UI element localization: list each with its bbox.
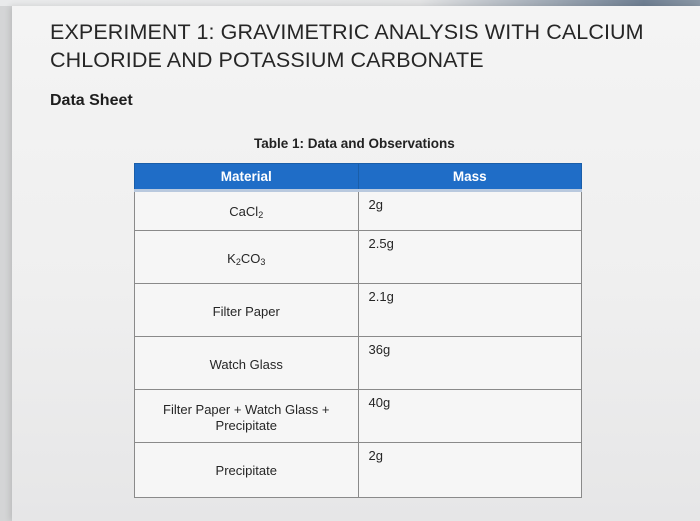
material-cell [135,284,359,337]
subscript: 2 [235,257,241,267]
table-row [135,337,582,390]
document-title: EXPERIMENT 1: GRAVIMETRIC ANALYSIS WITH CALCIUM CHLORIDE AND POTASSIUM CARBONATE [50,20,644,72]
mass-cell: 36g [358,337,582,390]
table-header-row [135,164,582,191]
material-cell [135,191,359,231]
material-text: K [227,251,236,266]
mass-cell: 40g [358,390,582,443]
material-cell [135,337,359,390]
subscript: 3 [260,257,266,267]
table-row [135,284,582,337]
material-cell [135,390,359,443]
table-row [135,443,582,498]
table-row [135,191,582,231]
table-row [135,390,582,443]
material-text: CaCl [229,204,259,219]
material-cell [135,443,359,498]
material-label [135,231,358,267]
table-row [135,231,582,284]
material-label-line2: Precipitate [215,418,277,433]
column-header-mass: Mass [358,164,582,191]
material-text: CO [240,251,261,266]
material-label-line1: Filter Paper + Watch Glass + [163,402,330,417]
document-page [12,6,700,521]
mass-cell: 2.5g [358,231,582,284]
table-caption: Table 1: Data and Observations [254,136,455,151]
mass-cell: 2g [358,443,582,498]
subscript: 2 [258,210,264,220]
column-header-material: Material [135,164,359,191]
material-label: Filter Paper [212,304,280,319]
mass-cell: 2.1g [358,284,582,337]
material-label: Precipitate [215,463,277,478]
material-label [135,192,358,220]
data-table [134,163,582,498]
mass-cell: 2g [358,191,582,231]
material-cell [135,231,359,284]
material-label: Watch Glass [209,357,283,372]
section-heading: Data Sheet [50,92,133,109]
